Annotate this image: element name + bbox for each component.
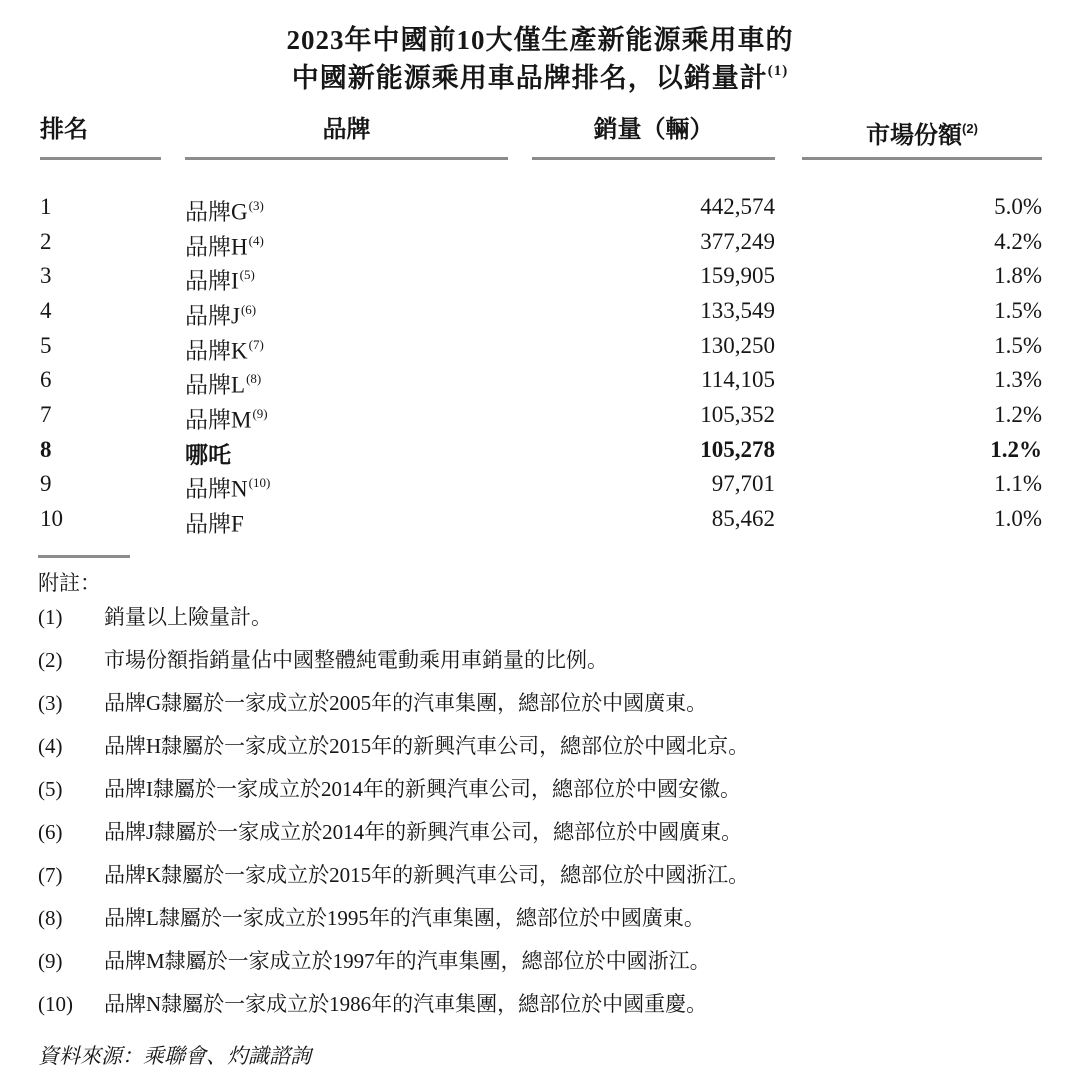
brand-cell: 品牌$H^{(4)}$ <box>185 232 264 260</box>
footnotes-divider <box>38 555 130 558</box>
ranking-table <box>0 117 1080 539</box>
footnote-item <box>38 690 1080 716</box>
share-cell: 1.0% <box>994 505 1042 531</box>
table-title <box>0 24 1080 95</box>
share-cell: 4.2% <box>994 228 1042 254</box>
footnote-text: 品牌N隸屬於一家成立於1986年的汽車集團，總部位於中國重慶。 <box>104 991 708 1016</box>
brand-footnote-ref: (4) <box>248 232 264 248</box>
sales-cell: 130,250 <box>700 332 775 358</box>
footnote-item <box>38 604 1080 630</box>
footnotes-section <box>0 555 1080 1017</box>
header-footnote-ref: (2) <box>962 121 978 136</box>
footnote-item <box>38 905 1080 931</box>
footnote-item <box>38 776 1080 802</box>
header-rank: 排名 <box>40 117 161 160</box>
rank-cell: 6 <box>40 367 52 393</box>
brand-footnote-ref: (9) <box>252 405 268 421</box>
brand-footnote-ref: (6) <box>240 301 257 317</box>
footnote-number: (3) <box>38 690 63 715</box>
footnote-text: 品牌G隸屬於一家成立於2005年的汽車集團，總部位於中國廣東。 <box>104 690 708 715</box>
footnote-item <box>38 948 1080 974</box>
table-row <box>40 400 1080 435</box>
table-row <box>40 469 1080 504</box>
footnotes-label: 附註： <box>38 570 101 595</box>
rank-cell: 5 <box>40 332 52 358</box>
sales-cell: 377,249 <box>700 228 775 254</box>
rank-cell: 1 <box>40 194 52 219</box>
table-row <box>40 227 1080 262</box>
brand-footnote-ref: (5) <box>239 267 255 283</box>
brand-cell: 品牌F <box>185 511 244 537</box>
table-row <box>40 435 1080 470</box>
table-row <box>40 261 1080 296</box>
rank-cell: 2 <box>40 228 52 254</box>
rank-cell: 3 <box>40 263 52 289</box>
table-row <box>40 192 1080 227</box>
footnote-number: (10) <box>38 991 73 1016</box>
document-page <box>0 24 1080 1068</box>
header-sales: 銷量（輛） <box>532 117 775 160</box>
rank-cell: 8 <box>40 436 52 462</box>
brand-cell: 品牌$G^{(3)}$ <box>185 198 264 225</box>
title-footnote-ref: (1) <box>767 63 789 79</box>
table-row <box>40 504 1080 539</box>
footnote-number: (4) <box>38 733 63 758</box>
header-market-share: 市場份額$^{(2)}$ <box>802 117 1042 160</box>
footnote-text: 銷量以上險量計。 <box>104 604 272 629</box>
brand-cell: 品牌$L^{(8)}$ <box>185 371 262 398</box>
sales-cell: 114,105 <box>701 367 775 393</box>
footnote-item <box>38 733 1080 759</box>
sales-cell: 442,574 <box>700 194 775 219</box>
footnote-text: 品牌K隸屬於一家成立於2015年的新興汽車公司，總部位於中國浙江。 <box>104 862 750 887</box>
footnote-number: (9) <box>38 948 63 973</box>
footnote-number: (1) <box>38 604 63 629</box>
sales-cell: 85,462 <box>711 505 775 531</box>
share-cell: 1.5% <box>994 332 1042 358</box>
footnotes-list <box>38 604 1080 1017</box>
sales-cell: 133,549 <box>700 297 775 323</box>
brand-cell: 品牌$N^{(10)}$ <box>185 475 271 502</box>
share-cell: 5.0% <box>994 194 1042 219</box>
header-brand: 品牌 <box>185 117 508 160</box>
rank-cell: 7 <box>40 401 52 427</box>
brand-cell: 品牌$I^{(5)}$ <box>185 267 255 294</box>
footnote-item <box>38 647 1080 673</box>
footnote-text: 品牌L隸屬於一家成立於1995年的汽車集團，總部位於中國廣東。 <box>104 905 705 930</box>
footnote-number: (7) <box>38 862 63 887</box>
footnote-number: (6) <box>38 819 63 844</box>
footnote-text: 市場份額指銷量佔中國整體純電動乘用車銷量的比例。 <box>104 647 608 672</box>
footnote-text: 品牌I隸屬於一家成立於2014年的新興汽車公司，總部位於中國安徽。 <box>104 776 741 801</box>
title-line-2: 中國新能源乘用車品牌排名，以銷量計$^{(1)}$ <box>291 63 789 93</box>
title-line-1: 2023年中國前10大僅生產新能源乘用車的 <box>286 25 794 55</box>
brand-cell: 品牌$K^{(7)}$ <box>185 336 264 364</box>
share-cell: 1.2% <box>990 436 1042 462</box>
share-cell: 1.5% <box>994 297 1042 323</box>
table-row <box>40 296 1080 331</box>
table-row <box>40 365 1080 400</box>
footnote-item <box>38 991 1080 1017</box>
footnote-number: (2) <box>38 647 63 672</box>
footnote-text: 品牌J隸屬於一家成立於2014年的新興汽車公司，總部位於中國廣東。 <box>104 819 743 844</box>
brand-cell: 品牌$M^{(9)}$ <box>185 405 268 433</box>
sales-cell: 105,352 <box>700 401 775 427</box>
table-row <box>40 331 1080 366</box>
footnote-item <box>38 862 1080 888</box>
share-cell: 1.1% <box>994 471 1042 497</box>
rank-cell: 4 <box>40 297 52 323</box>
share-cell: 1.3% <box>994 367 1042 393</box>
footnote-item <box>38 819 1080 845</box>
footnote-text: 品牌M隸屬於一家成立於1997年的汽車集團，總部位於中國浙江。 <box>104 948 711 973</box>
sales-cell: 159,905 <box>700 263 775 289</box>
rank-cell: 9 <box>40 471 52 497</box>
share-cell: 1.8% <box>994 263 1042 289</box>
source-line: 資料來源：乘聯會、灼識諮詢 <box>38 1043 311 1068</box>
brand-footnote-ref: (7) <box>248 336 264 352</box>
brand-footnote-ref: (3) <box>248 198 264 213</box>
brand-footnote-ref: (8) <box>246 371 262 387</box>
footnote-number: (8) <box>38 905 63 930</box>
sales-cell: 105,278 <box>700 436 775 462</box>
brand-cell: 哪吒 <box>185 442 231 468</box>
rank-cell: 10 <box>40 505 63 531</box>
brand-cell: 品牌$J^{(6)}$ <box>185 301 257 329</box>
share-cell: 1.2% <box>994 401 1042 427</box>
table-body <box>40 192 1080 539</box>
brand-footnote-ref: (10) <box>248 475 271 491</box>
sales-cell: 97,701 <box>711 471 775 497</box>
footnote-text: 品牌H隸屬於一家成立於2015年的新興汽車公司，總部位於中國北京。 <box>104 733 750 758</box>
table-header-row <box>40 117 1080 160</box>
footnote-number: (5) <box>38 776 63 801</box>
